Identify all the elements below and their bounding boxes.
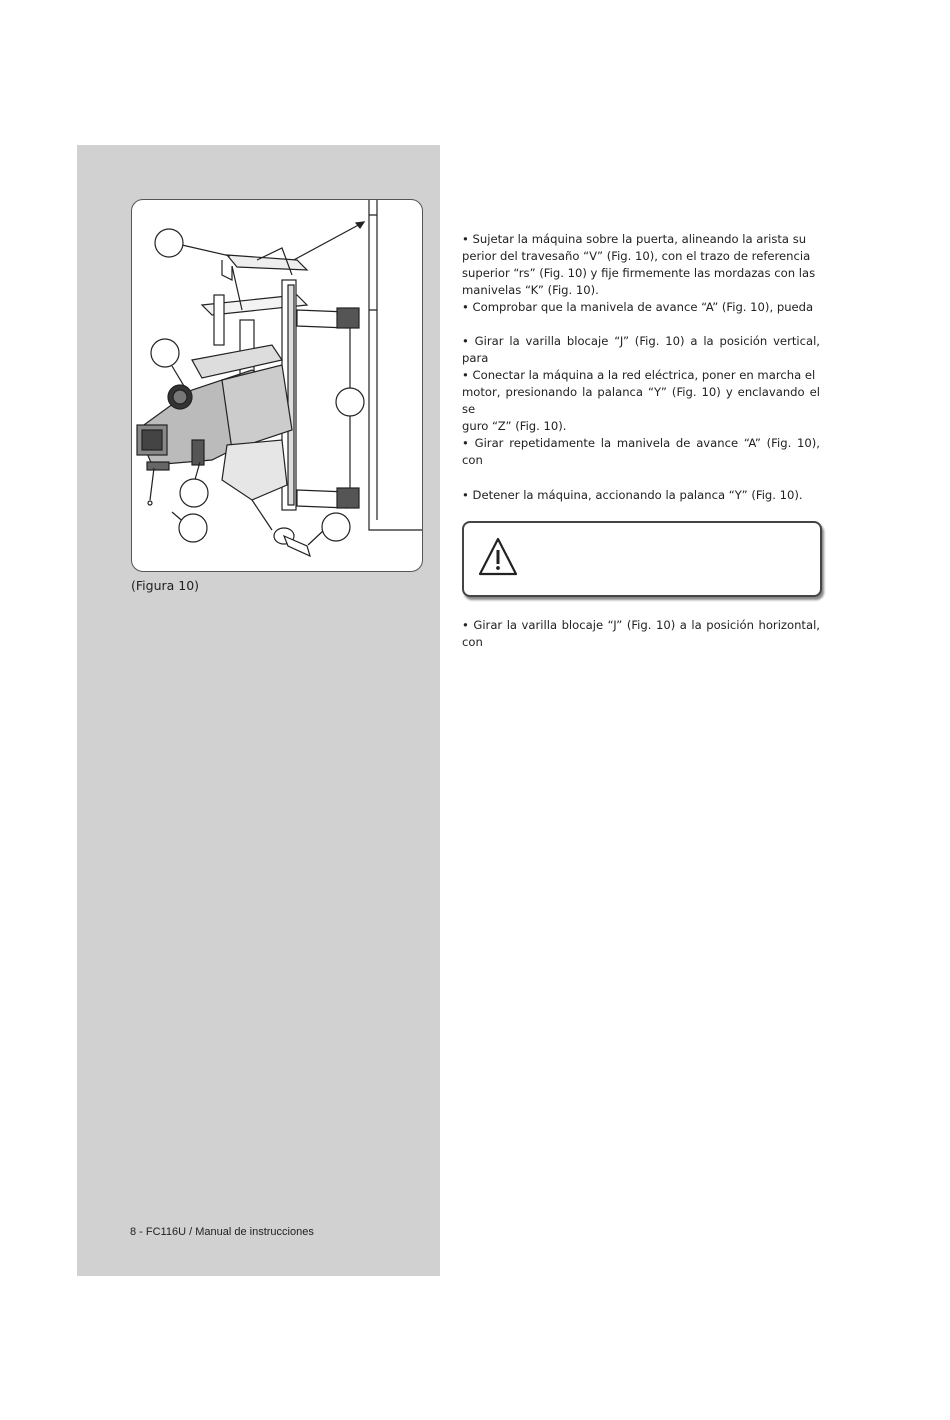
text-line: manivelas “K” (Fig. 10). [462,283,599,297]
instruction-locking-rod-horizontal [462,617,820,651]
text-line: • Comprobar que la manivela de avance “A” (Fig. 10), pueda [462,300,814,314]
warning-box [462,521,822,597]
text-line: guro “Z” (Fig. 10). [462,419,567,433]
text-line: • Detener la máquina, accionando la palanca “Y” (Fig. 10). [462,488,803,502]
figure-caption: (Figura 10) [131,578,200,593]
text-line: • Sujetar la máquina sobre la puerta, alineando la arista su [462,232,807,246]
text-line: superior “rs” (Fig. 10) y fije firmemente las mordazas con las [462,266,816,280]
warning-triangle-icon [477,536,519,578]
figure-10-illustration [131,199,423,572]
text-line: • Girar repetidamente la manivela de avance “A” (Fig. 10), con [462,436,820,467]
text-line: • Girar la varilla blocaje “J” (Fig. 10) a la posición vertical, para [462,334,820,365]
instruction-fix-machine [462,231,820,316]
text-line: • Girar la varilla blocaje “J” (Fig. 10) a la posición horizontal, con [462,618,820,649]
text-line: motor, presionando la palanca “Y” (Fig. 10) y enclavando el se [462,385,820,416]
instruction-connect-machine [462,367,820,469]
instruction-locking-rod-vertical [462,333,820,367]
instruction-stop-machine [462,487,820,504]
page-footer: 8 - FC116U / Manual de instrucciones [130,1226,314,1238]
text-line: • Conectar la máquina a la red eléctrica, poner en marcha el [462,368,816,382]
text-line: perior del travesaño “V” (Fig. 10), con el trazo de referencia [462,249,811,263]
